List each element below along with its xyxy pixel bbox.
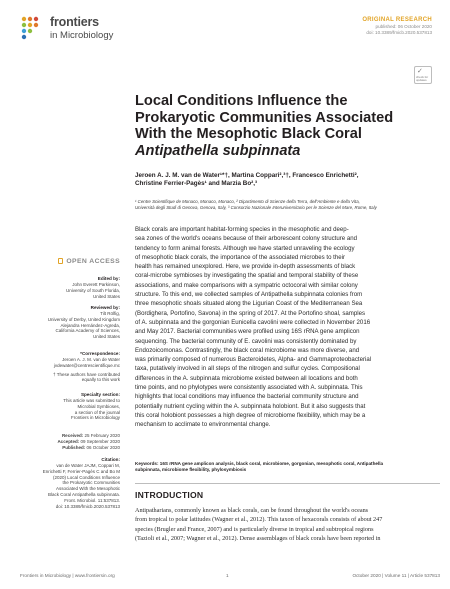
received-date: Received: 25 February 2020 [61,433,120,438]
accepted-date: Accepted: 09 September 2020 [57,438,120,444]
keywords-line: Keywords: 16S rRNA gene amplicon analysis, black coral, microbiome, gorgonian, mesophotic coral, Antipathella [135,461,384,466]
author-line[interactable]: Jeroen A. J. M. van de Water¹*†, Martina Coppari²,³†, Francesco Enrichetti², [135,172,359,179]
specialty-line: Microbial Symbioses, [77,403,120,409]
page-number: 1 [226,573,229,578]
citation-heading: Citation: [101,457,120,462]
abstract-line: potentially nutrient cycling within the A. subpinnata holobiont. But it also suggests that [135,402,366,410]
abstract-line: (Bordighera, Portofino, Savona) in the spring of 2017. At the Portofino shoal, samples [135,309,366,317]
abstract-line: three mesophotic shoals situated along the Ligurian Coast of the Mediterranean Sea [135,300,363,308]
affiliation-line: ¹ Centre Scientifique de Monaco, Monaco, Monaco, ² Dipartimento di Scienze della Terra, dell'Ambiente e della Vita, [135,199,360,204]
abstract-line: of mesophotic black corals, the importance of the associated microbes to their [135,253,345,261]
title-line: Prokaryotic Communities Associated [135,109,394,126]
equal-contribution-note: † These authors have contributed [53,371,120,377]
reviewed-by-block [20,305,120,340]
intro-heading: INTRODUCTION [135,490,204,500]
reviewer-line: University of Derby, United Kingdom [47,316,120,322]
frontiers-dots-icon [20,15,46,41]
journal-logo [20,15,140,45]
citation-line: Front. Microbiol. 11:537813. [64,497,120,503]
open-lock-icon [58,258,63,264]
section-divider [135,483,440,484]
citation-line: the Prokaryotic Communities [62,480,120,486]
abstract-line: Endozoicomonas. Contrastingly, the black coral microbiome was more diverse, and [135,346,360,354]
abstract-line: highlights that local conditions may influence the bacterial community structure and [135,393,359,401]
author-line[interactable]: Christine Ferrier-Pagès¹ and Marzia Bo²,³ [135,180,258,188]
badge-label: check for updates [416,75,429,82]
open-access-label [20,258,120,265]
abstract-line: associations, and make comparisons with a sympatric octocoral with similar colony [135,281,358,289]
keywords [135,461,440,473]
editor-line: United States [92,293,120,299]
check-for-updates-badge[interactable] [414,66,432,84]
citation-line: Black Coral Antipathella subpinnata. [47,491,120,497]
reviewed-by-heading: Reviewed by: [90,305,120,310]
abstract-line: this coral holobiont possesses a high degree of microbiome flexibility, which may be a [135,411,366,419]
title-line-species: Antipathella subpinnata [135,142,301,159]
reviewer-line[interactable]: Tilt Rölfig, [100,311,120,316]
published-date: Published: 06 October 2020 [62,444,120,450]
affiliation-line: Università degli Studi di Genova, Genova, Italy, ³ Consorzio Nazionale Interuniversitario per le Scienze del Mare, Rome, Italy [135,204,377,210]
abstract-line: was primarily composed of numerous Bacteroidetes, Alpha- and Gammaproteobacterial [135,356,372,364]
article-type: ORIGINAL RESEARCH [362,17,432,23]
affiliations [135,199,440,211]
correspondence-block [20,351,120,383]
title-line: With the Mesophotic Black Coral [135,126,362,143]
specialty-line: Frontiers in Microbiology [70,415,120,421]
footer-volume-info: October 2020 | Volume 11 | Article 537813 [352,573,440,578]
intro-line: (Tazioli et al., 2007; Wagner et al., 2012). Dense assemblages of black corals have been reported in [135,534,381,542]
abstract-line: differences in the A. subpinnata microbiome existed between all locations and both [135,374,358,382]
citation-line: Associated With the Mesophotic [55,486,120,492]
specialty-line: This article was submitted to [63,398,120,403]
specialty-line: a section of the journal [74,409,120,415]
abstract-line: of A. subpinnata and the gorgonian Eunicella cavolini were collected in November 2016 [135,318,371,326]
published-date-header: published: 06 October 2020 [375,24,432,29]
intro-line: from tropical to polar latitudes (Wagner et al., 2012). This taxon of hexacorals consists of about 247 [135,516,383,524]
keywords-line: subpinnata, microbiome flexibility, phylosymbiosis [135,467,247,472]
intro-line: Antipatharians, commonly known as black corals, can be found throughout the world's oceans [135,507,369,514]
specialty-block [20,392,120,421]
citation-line: Enrichetti F, Ferrier-Pagès C and Bo M [42,468,120,474]
abstract-line: sea zones of the world's oceans because of their arborescent colony structure and [135,235,358,243]
abstract-line: mechanism to acclimate to environmental change. [135,421,271,429]
abstract-line: and May 2017. Bacterial communities were profiled using 16S rRNA gene amplicon [135,328,360,336]
editor-line[interactable]: John Everett Parkinson, [72,282,120,287]
doi-header[interactable]: doi: 10.3389/fmicb.2020.537813 [366,29,432,35]
correspondence-email[interactable]: jvdewater@centrescientifique.mc [53,362,120,368]
footer-journal-link[interactable]: Frontiers in Microbiology | www.frontiersin.org [20,573,115,578]
author-list [135,172,435,189]
title-line: Local Conditions Influence the [135,93,348,109]
intro-line: species (Brugler and France, 2007) and is particularly diverse in tropical and subtropical regions [135,525,374,533]
equal-contribution-note: equally to this work [81,377,120,383]
open-access-text: OPEN ACCESS [66,258,120,265]
correspondence-name: Jeroen A. J. M. van de Water [62,357,120,362]
abstract-line: taxa, putatively involved in all steps of the nitrogen and sulfur cycles. Compositional [135,365,360,373]
dates-block [20,433,120,450]
abstract [135,225,440,430]
citation-line: (2020) Local Conditions Influence [52,474,120,480]
edited-by-block [20,276,120,299]
article-meta [232,16,432,35]
abstract-line: structure. To this end, we collected samples of Antipathella subpinnata colonies from [135,291,363,299]
correspondence-heading: *Correspondence: [80,351,120,356]
abstract-line: time points, and no phylotypes were consistently associated with A. subpinnata. This [135,384,363,392]
reviewer-line[interactable]: Alejandra Hernández-Agreda, [60,322,120,328]
abstract-line: health has remained unexplored. Here, we provide in-depth assessments of black [135,263,356,271]
check-updates-icon: ✓ [417,68,423,75]
specialty-heading: Specialty section: [80,392,120,397]
citation-line[interactable]: doi: 10.3389/fmicb.2020.537813 [55,503,120,509]
reviewer-line: California Academy of Sciences, [55,328,120,334]
editor-line: University of South Florida, [65,287,120,293]
logo-wordmark: frontiers [50,15,99,29]
reviewer-line: United States [92,334,120,340]
abstract-line: coral-microbe symbioses by investigating the spatial and temporal stability of these [135,272,359,280]
citation-line: van de Water JAJM, Coppari M, [56,463,120,468]
logo-journal-name: in Microbiology [50,30,114,41]
abstract-line: Black corals are important habitat-forming species in the mesophotic and deep- [135,226,349,233]
abstract-line: sequencing. The bacterial community of E. cavolini was consistently dominated by [135,337,357,345]
edited-by-heading: Edited by: [97,276,120,281]
article-title [135,93,435,159]
intro-text [135,506,440,543]
citation-block [20,457,120,509]
abstract-line: tendency to form animal forests. Although we have started unraveling the ecology [135,244,355,252]
